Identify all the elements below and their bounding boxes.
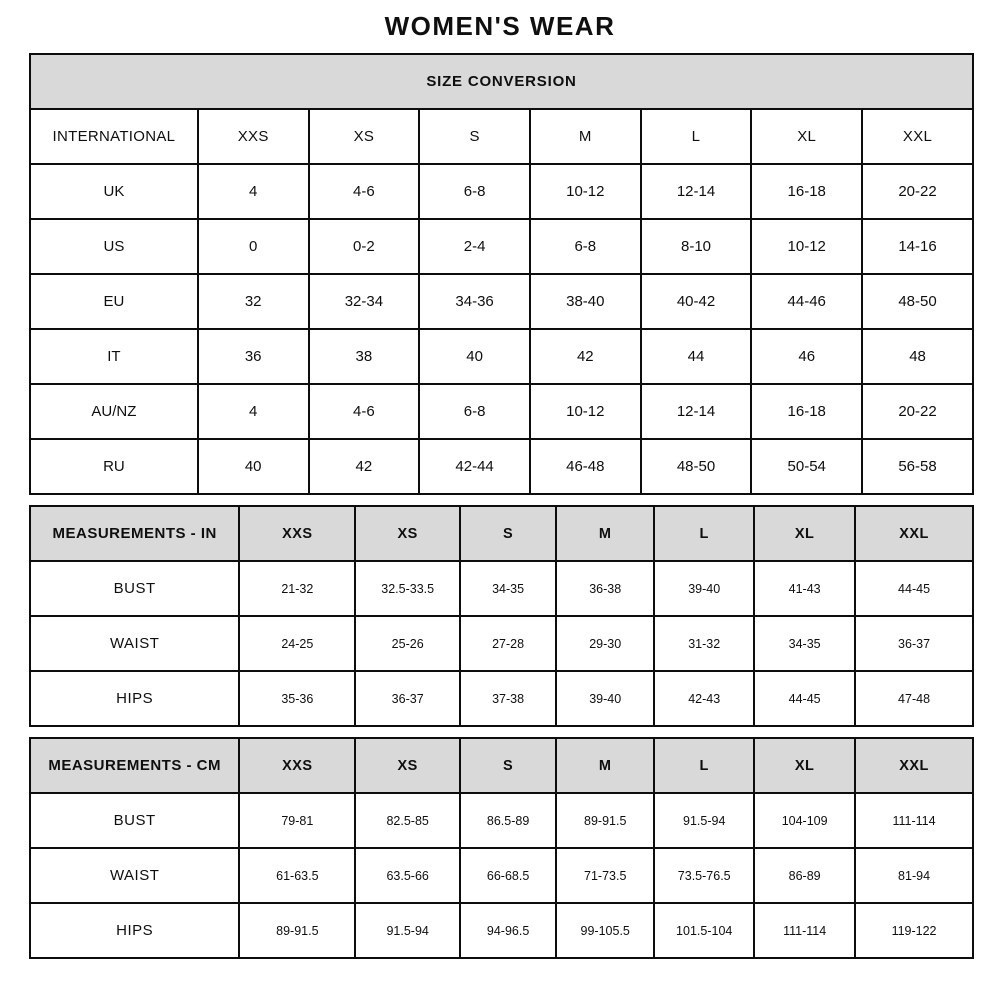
value-cell: 101.5-104 <box>654 903 754 958</box>
value-cell: 4 <box>198 384 309 439</box>
value-cell: 44 <box>641 329 752 384</box>
value-cell: 46 <box>751 329 862 384</box>
value-cell: 81-94 <box>855 848 973 903</box>
table-header-row <box>30 109 973 164</box>
table-row <box>30 671 973 726</box>
size-column-header: S <box>460 738 556 793</box>
value-cell: 4-6 <box>309 384 420 439</box>
measurements-in-table <box>29 505 974 727</box>
value-cell: 42-44 <box>419 439 530 494</box>
value-cell: 44-46 <box>751 274 862 329</box>
value-cell: 48-50 <box>862 274 973 329</box>
size-column-header: S <box>460 506 556 561</box>
value-cell: 44-45 <box>754 671 855 726</box>
table-row <box>30 903 973 958</box>
size-conversion-table <box>29 53 974 495</box>
value-cell: 56-58 <box>862 439 973 494</box>
table-row <box>30 384 973 439</box>
value-cell: 34-35 <box>460 561 556 616</box>
table-row <box>30 793 973 848</box>
size-column-header: XS <box>309 109 420 164</box>
size-column-header: XL <box>754 506 855 561</box>
value-cell: 2-4 <box>419 219 530 274</box>
value-cell: 99-105.5 <box>556 903 654 958</box>
table-row <box>30 219 973 274</box>
row-label: AU/NZ <box>30 384 198 439</box>
row-label: WAIST <box>30 616 239 671</box>
table-title-row <box>30 54 973 109</box>
value-cell: 36-37 <box>855 616 973 671</box>
value-cell: 86-89 <box>754 848 855 903</box>
value-cell: 10-12 <box>530 164 641 219</box>
table-row <box>30 561 973 616</box>
value-cell: 32 <box>198 274 309 329</box>
table-header-label: MEASUREMENTS - CM <box>30 738 239 793</box>
value-cell: 14-16 <box>862 219 973 274</box>
value-cell: 41-43 <box>754 561 855 616</box>
size-column-header: L <box>654 506 754 561</box>
measurements-cm-table <box>29 737 974 959</box>
value-cell: 10-12 <box>530 384 641 439</box>
value-cell: 34-35 <box>754 616 855 671</box>
value-cell: 61-63.5 <box>239 848 355 903</box>
value-cell: 4 <box>198 164 309 219</box>
value-cell: 36 <box>198 329 309 384</box>
value-cell: 8-10 <box>641 219 752 274</box>
value-cell: 12-14 <box>641 164 752 219</box>
value-cell: 24-25 <box>239 616 355 671</box>
row-label: EU <box>30 274 198 329</box>
value-cell: 34-36 <box>419 274 530 329</box>
value-cell: 16-18 <box>751 384 862 439</box>
value-cell: 20-22 <box>862 164 973 219</box>
value-cell: 40 <box>198 439 309 494</box>
value-cell: 46-48 <box>530 439 641 494</box>
size-column-header: XL <box>754 738 855 793</box>
row-label: BUST <box>30 561 239 616</box>
value-cell: 6-8 <box>419 384 530 439</box>
value-cell: 94-96.5 <box>460 903 556 958</box>
table-row <box>30 329 973 384</box>
value-cell: 25-26 <box>355 616 460 671</box>
table-title: SIZE CONVERSION <box>30 54 973 109</box>
value-cell: 20-22 <box>862 384 973 439</box>
value-cell: 21-32 <box>239 561 355 616</box>
value-cell: 10-12 <box>751 219 862 274</box>
value-cell: 36-38 <box>556 561 654 616</box>
value-cell: 91.5-94 <box>355 903 460 958</box>
table-row <box>30 439 973 494</box>
size-column-header: L <box>641 109 752 164</box>
value-cell: 4-6 <box>309 164 420 219</box>
value-cell: 89-91.5 <box>556 793 654 848</box>
value-cell: 79-81 <box>239 793 355 848</box>
value-cell: 0 <box>198 219 309 274</box>
size-column-header: M <box>530 109 641 164</box>
value-cell: 40-42 <box>641 274 752 329</box>
value-cell: 39-40 <box>556 671 654 726</box>
value-cell: 29-30 <box>556 616 654 671</box>
table-header-row <box>30 506 973 561</box>
size-column-header: M <box>556 738 654 793</box>
value-cell: 104-109 <box>754 793 855 848</box>
value-cell: 42 <box>309 439 420 494</box>
size-column-header: XXS <box>239 506 355 561</box>
value-cell: 63.5-66 <box>355 848 460 903</box>
value-cell: 39-40 <box>654 561 754 616</box>
value-cell: 31-32 <box>654 616 754 671</box>
value-cell: 12-14 <box>641 384 752 439</box>
table-row <box>30 274 973 329</box>
size-column-header: XXS <box>198 109 309 164</box>
value-cell: 73.5-76.5 <box>654 848 754 903</box>
value-cell: 36-37 <box>355 671 460 726</box>
value-cell: 42 <box>530 329 641 384</box>
value-cell: 71-73.5 <box>556 848 654 903</box>
value-cell: 86.5-89 <box>460 793 556 848</box>
size-column-header: S <box>419 109 530 164</box>
value-cell: 91.5-94 <box>654 793 754 848</box>
row-label: US <box>30 219 198 274</box>
value-cell: 44-45 <box>855 561 973 616</box>
size-column-header: XS <box>355 738 460 793</box>
table-row <box>30 848 973 903</box>
value-cell: 111-114 <box>754 903 855 958</box>
table-row <box>30 164 973 219</box>
row-label: BUST <box>30 793 239 848</box>
value-cell: 48 <box>862 329 973 384</box>
value-cell: 32.5-33.5 <box>355 561 460 616</box>
size-column-header: M <box>556 506 654 561</box>
row-label: IT <box>30 329 198 384</box>
value-cell: 42-43 <box>654 671 754 726</box>
value-cell: 6-8 <box>530 219 641 274</box>
size-column-header: XL <box>751 109 862 164</box>
table-header-row <box>30 738 973 793</box>
value-cell: 16-18 <box>751 164 862 219</box>
size-column-header: XXS <box>239 738 355 793</box>
row-label: HIPS <box>30 671 239 726</box>
table-row <box>30 616 973 671</box>
page-title: WOMEN'S WEAR <box>384 11 616 41</box>
row-label: WAIST <box>30 848 239 903</box>
value-cell: 38 <box>309 329 420 384</box>
row-label: UK <box>30 164 198 219</box>
size-column-header: XXL <box>862 109 973 164</box>
row-label: HIPS <box>30 903 239 958</box>
value-cell: 38-40 <box>530 274 641 329</box>
value-cell: 32-34 <box>309 274 420 329</box>
table-header-label: MEASUREMENTS - IN <box>30 506 239 561</box>
value-cell: 119-122 <box>855 903 973 958</box>
value-cell: 47-48 <box>855 671 973 726</box>
value-cell: 66-68.5 <box>460 848 556 903</box>
size-column-header: XXL <box>855 506 973 561</box>
value-cell: 111-114 <box>855 793 973 848</box>
value-cell: 27-28 <box>460 616 556 671</box>
value-cell: 35-36 <box>239 671 355 726</box>
value-cell: 40 <box>419 329 530 384</box>
value-cell: 37-38 <box>460 671 556 726</box>
value-cell: 48-50 <box>641 439 752 494</box>
table-header-label: INTERNATIONAL <box>30 109 198 164</box>
value-cell: 0-2 <box>309 219 420 274</box>
size-column-header: XS <box>355 506 460 561</box>
row-label: RU <box>30 439 198 494</box>
value-cell: 89-91.5 <box>239 903 355 958</box>
size-column-header: L <box>654 738 754 793</box>
value-cell: 82.5-85 <box>355 793 460 848</box>
value-cell: 6-8 <box>419 164 530 219</box>
value-cell: 50-54 <box>751 439 862 494</box>
size-column-header: XXL <box>855 738 973 793</box>
